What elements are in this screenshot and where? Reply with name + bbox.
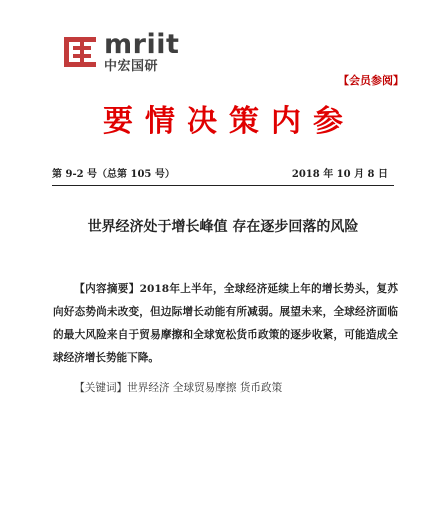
main-title: 要情决策内参 xyxy=(103,104,355,139)
mriit-logo-icon xyxy=(62,34,98,70)
keywords-paragraph xyxy=(53,378,398,398)
abstract-paragraph xyxy=(53,278,398,370)
keywords-label: 【关键词】 xyxy=(74,382,128,394)
issue-date: 2018 年 10 月 8 日 xyxy=(291,169,388,180)
keywords-text: 世界经济 全球贸易摩擦 货币政策 xyxy=(127,382,283,394)
member-tag: 【会员参阅】 xyxy=(338,74,404,87)
brand-name-en: mriit xyxy=(104,29,180,60)
issue-number: 第 9-2 号（总第 105 号） xyxy=(52,169,175,180)
brand-logo xyxy=(62,31,179,73)
brand-name-cn: 中宏国研 xyxy=(104,59,159,74)
header-divider xyxy=(52,185,394,186)
issue-info xyxy=(52,165,388,180)
abstract-label: 【内容摘要】 xyxy=(74,283,140,295)
article-title: 世界经济处于增长峰值 存在逐步回落的风险 xyxy=(87,219,359,235)
abstract-text: 2018年上半年，全球经济延续上年的增长势头，复苏向好态势尚未改变，但边际增长动能有所减弱。展望未来，全球经济面临的最大风险来自于贸易摩擦和全球宽松货币政策的逐步收紧，可能造成全球经济增长势能下降。 xyxy=(53,283,398,364)
